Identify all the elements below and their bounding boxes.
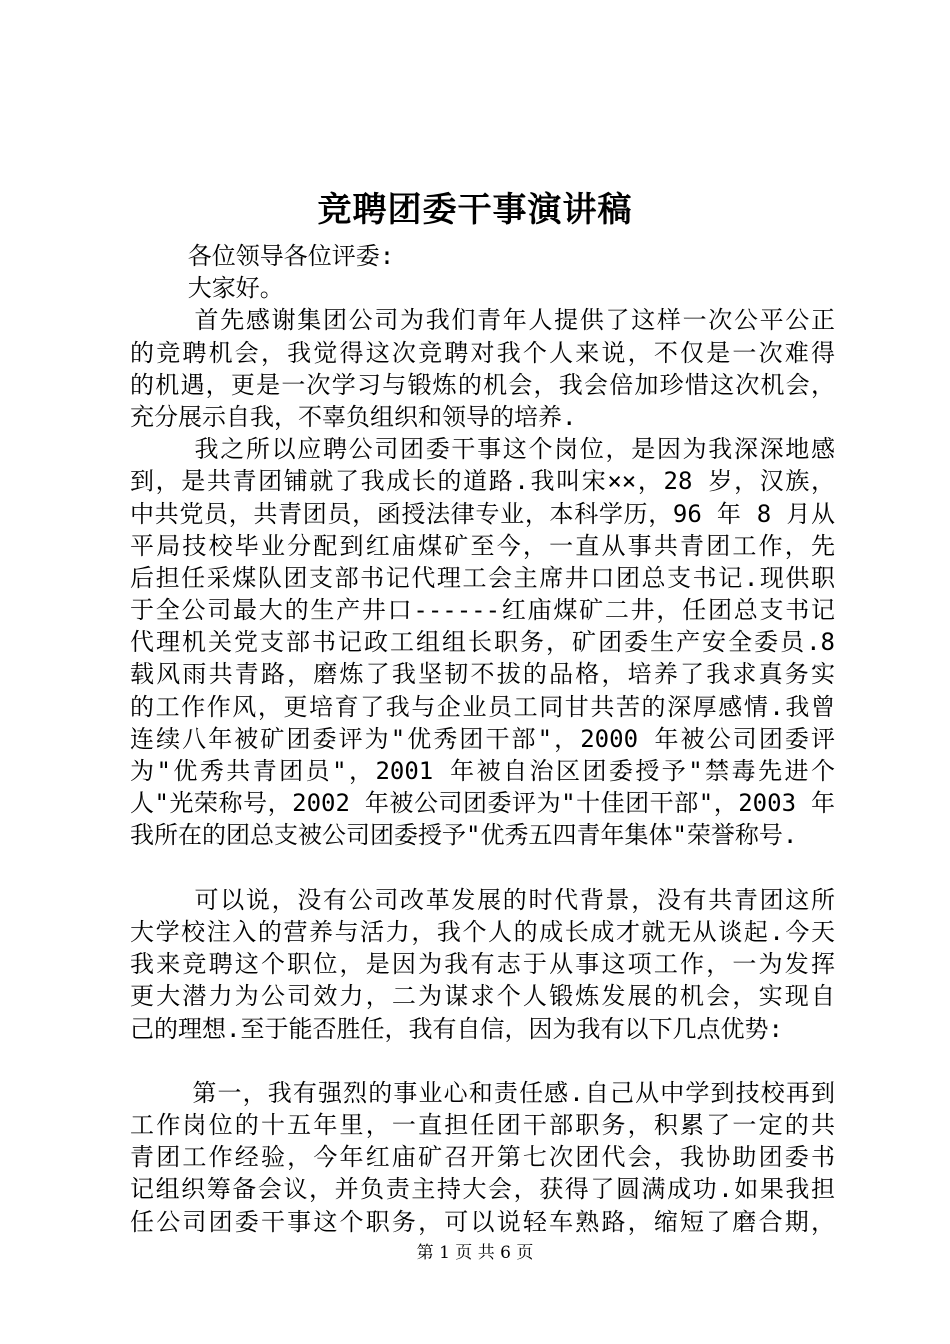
greeting-line: 大家好。 [130, 274, 284, 303]
text-line: 第一，我有强烈的事业心和责任感.自己从中学到技校再到 [130, 1078, 835, 1107]
document-title: 竞聘团委干事演讲稿 [317, 190, 633, 230]
text-line: 己的理想.至于能否胜任，我有自信，因为我有以下几点优势: [130, 1014, 783, 1043]
text-line: 的机遇，更是一次学习与锻炼的机会，我会倍加珍惜这次机会， [130, 370, 835, 399]
paragraph-2 [130, 433, 835, 851]
text-line: 我来竞聘这个职位，是因为我有志于从事这项工作，一为发挥 [130, 950, 835, 979]
text-line: 首先感谢集团公司为我们青年人提供了这样一次公平公正 [130, 306, 835, 335]
document-body [130, 240, 835, 1238]
text-line: 后担任采煤队团支部书记代理工会主席井口团总支书记.现供职 [130, 563, 835, 592]
text-line: 任公司团委干事这个职务，可以说轻车熟路，缩短了磨合期， [130, 1207, 835, 1236]
text-line: 到，是共青团铺就了我成长的道路.我叫宋××，28 岁，汉族， [130, 467, 835, 496]
paragraph-spacer [130, 852, 835, 884]
paragraph-1 [130, 304, 835, 433]
text-line: 代理机关党支部书记政工组组长职务，矿团委生产安全委员.8 [130, 628, 835, 657]
text-line: 大学校注入的营养与活力，我个人的成长成才就无从谈起.今天 [130, 917, 835, 946]
page-footer: 第 1 页 共 6 页 [416, 1243, 534, 1263]
text-line: 可以说，没有公司改革发展的时代背景，没有共青团这所 [130, 885, 835, 914]
text-line: 连续八年被矿团委评为"优秀团干部"，2000 年被公司团委评 [130, 724, 835, 753]
text-line: 的竞聘机会，我觉得这次竞聘对我个人来说，不仅是一次难得 [130, 338, 835, 367]
text-line: 于全公司最大的生产井口------红庙煤矿二井，任团总支书记 [130, 596, 835, 625]
text-line: 载风雨共青路，磨炼了我坚韧不拔的品格，培养了我求真务实 [130, 660, 835, 689]
text-line: 平局技校毕业分配到红庙煤矿至今，一直从事共青团工作，先 [130, 531, 835, 560]
greeting-line: 各位领导各位评委: [130, 242, 395, 270]
text-line: 的工作作风，更培育了我与企业员工同甘共苦的深厚感情.我曾 [130, 692, 835, 721]
text-line: 记组织筹备会议，并负责主持大会，获得了圆满成功.如果我担 [130, 1175, 835, 1204]
text-line: 充分展示自我，不辜负组织和领导的培养. [130, 402, 577, 431]
text-line: 中共党员，共青团员，函授法律专业，本科学历，96 年 8 月从 [130, 499, 835, 528]
paragraph-4 [130, 1077, 835, 1238]
text-line: 我之所以应聘公司团委干事这个岗位，是因为我深深地感 [130, 435, 835, 464]
text-line: 我所在的团总支被公司团委授予"优秀五四青年集体"荣誉称号. [130, 821, 798, 850]
text-line: 更大潜力为公司效力，二为谋求个人锻炼发展的机会，实现自 [130, 982, 835, 1011]
paragraph-3 [130, 884, 835, 1045]
text-line: 为"优秀共青团员"，2001 年被自治区团委授予"禁毒先进个 [130, 757, 835, 785]
paragraph-spacer [130, 1045, 835, 1077]
text-line: 工作岗位的十五年里，一直担任团干部职务，积累了一定的共 [130, 1111, 835, 1140]
text-line: 青团工作经验，今年红庙矿召开第七次团代会，我协助团委书 [130, 1143, 835, 1172]
text-line: 人"光荣称号，2002 年被公司团委评为"十佳团干部"，2003 年 [130, 789, 835, 818]
